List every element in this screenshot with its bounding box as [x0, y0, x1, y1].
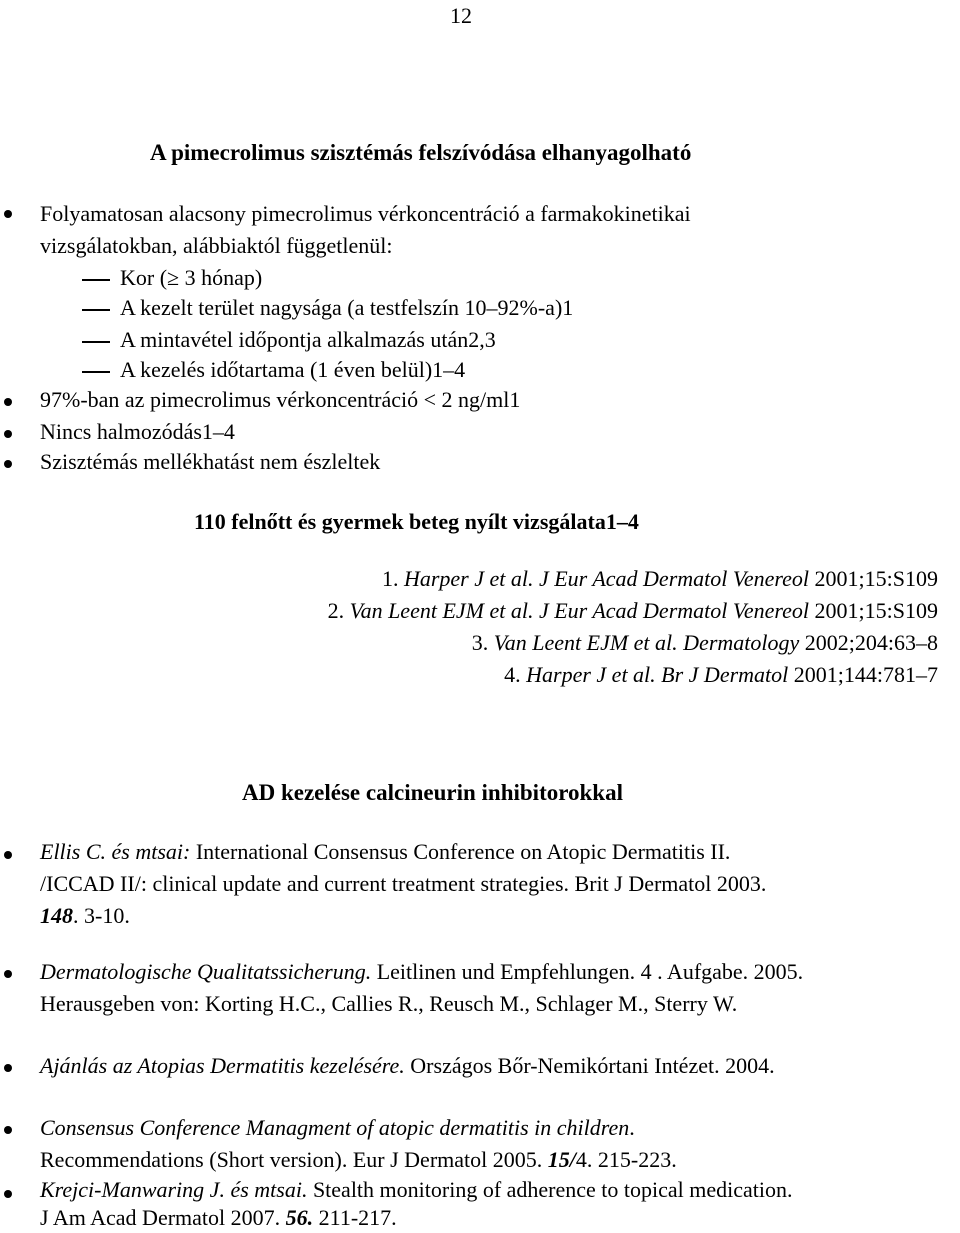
citation-line: Dermatologische Qualitatssicherung. Leitlinen und Empfehlungen. 4 . Aufgabe. 2005.: [40, 959, 804, 984]
sub-item: A kezelt terület nagysága (a testfelszín 10–92%-a)1: [120, 295, 574, 320]
citation-line: Herausgeben von: Korting H.C., Callies R., Reusch M., Schlager M., Sterry W.: [40, 991, 738, 1016]
citation-line: Consensus Conference Managment of atopic dermatitis in children.: [40, 1115, 635, 1140]
reference-item: 2. Van Leent EJM et al. J Eur Acad Dermatol Venereol 2001;15:S109: [327, 598, 938, 623]
citation-line: Krejci-Manwaring J. és mtsai. Stealth monitoring of adherence to topical medication.: [40, 1177, 793, 1202]
reference-item: 1. Harper J et al. J Eur Acad Dermatol Venereol 2001;15:S109: [381, 566, 938, 591]
study-note: 110 felnőtt és gyermek beteg nyílt vizsgálata1–4: [194, 509, 639, 534]
dash-marker: [82, 309, 110, 311]
dash-marker: [82, 279, 110, 281]
bullet-marker: [4, 430, 12, 438]
citation-line: Ellis C. és mtsai: International Consensus Conference on Atopic Dermatitis II.: [40, 839, 731, 864]
bullet-marker: [4, 460, 12, 468]
sub-item: A mintavétel időpontja alkalmazás után2,3: [120, 327, 496, 352]
bullet-marker: [4, 970, 12, 978]
sub-item: Kor (≥ 3 hónap): [120, 265, 263, 290]
citation-line: Ajánlás az Atopias Dermatitis kezelésére. Országos Bőr-Nemikórtani Intézet. 2004.: [40, 1053, 775, 1078]
page-number: 12: [450, 3, 472, 28]
bullet-marker: [4, 1064, 12, 1072]
sub-item: A kezelés időtartama (1 éven belül)1–4: [120, 357, 466, 382]
bullet-marker: [4, 398, 12, 406]
section-title-pimecrolimus: A pimecrolimus szisztémás felszívódása elhanyagolható: [150, 140, 692, 165]
citation-line: J Am Acad Dermatol 2007. 56. 211-217.: [40, 1205, 397, 1230]
bullet-marker: [4, 1190, 12, 1198]
dash-marker: [82, 371, 110, 373]
bullet-marker: [4, 851, 12, 859]
citation-line: /ICCAD II/: clinical update and current treatment strategies. Brit J Dermatol 2003.: [40, 871, 767, 896]
reference-item: 4. Harper J et al. Br J Dermatol 2001;144:781–7: [504, 662, 938, 687]
bullet-marker: [4, 210, 12, 218]
citation-line: Recommendations (Short version). Eur J Dermatol 2005. 15/4. 215-223.: [40, 1147, 677, 1172]
reference-list: [328, 565, 938, 693]
bullet-marker: [4, 1126, 12, 1134]
citation-line: 148. 3-10.: [40, 903, 130, 928]
dash-marker: [82, 341, 110, 343]
bullet-text-line: Szisztémás mellékhatást nem észleltek: [40, 449, 381, 474]
reference-item: 3. Van Leent EJM et al. Dermatology 2002;204:63–8: [471, 630, 938, 655]
bullet-text-line: 97%-ban az pimecrolimus vérkoncentráció < 2 ng/ml1: [40, 387, 521, 412]
bullet-text-line: Folyamatosan alacsony pimecrolimus vérkoncentráció a farmakokinetikai: [40, 201, 691, 226]
section-title-ad: AD kezelése calcineurin inhibitorokkal: [242, 780, 623, 805]
bullet-text-line: Nincs halmozódás1–4: [40, 419, 235, 444]
bullet-text-line: vizsgálatokban, alábbiaktól függetlenül:: [40, 233, 393, 258]
